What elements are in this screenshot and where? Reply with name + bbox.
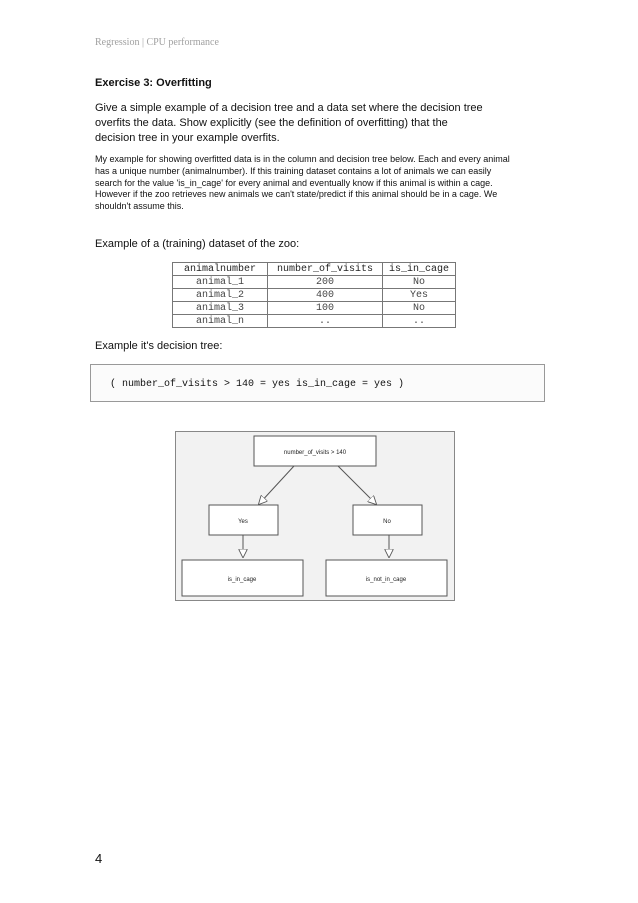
exercise-question — [95, 101, 555, 146]
exercise-heading: Exercise 3: Overfitting — [95, 77, 212, 89]
answer-line: search for the value 'is_in_cage' for every animal and eventually know if this animal is within a cage. — [95, 177, 493, 188]
zoo-dataset-table — [172, 262, 456, 328]
no-node-label: No — [383, 519, 391, 525]
table-cell: 200 — [268, 276, 383, 289]
rule-code-box — [90, 364, 545, 402]
table-cell: animal_3 — [173, 302, 268, 315]
table-cell: .. — [268, 315, 383, 328]
table-row — [173, 302, 456, 315]
question-line: overfits the data. Show explicitly (see the definition of overfitting) that the — [95, 117, 448, 129]
decision-tree-diagram — [175, 431, 455, 601]
table-cell: animal_n — [173, 315, 268, 328]
page-number: 4 — [95, 851, 103, 866]
rule-code: ( number_of_visits > 140 = yes is_in_cage = yes ) — [110, 379, 405, 390]
table-cell: animal_1 — [173, 276, 268, 289]
column-header: is_in_cage — [383, 263, 456, 276]
table-cell: No — [383, 302, 456, 315]
tree-caption: Example it's decision tree: — [95, 340, 223, 352]
table-cell: 400 — [268, 289, 383, 302]
exercise-answer — [95, 154, 555, 213]
table-row — [173, 276, 456, 289]
table-cell: .. — [383, 315, 456, 328]
table-cell: animal_2 — [173, 289, 268, 302]
root-node-label: number_of_visits > 140 — [283, 450, 347, 456]
question-line: decision tree in your example overfits. — [95, 132, 280, 144]
edge-root-no — [338, 466, 376, 504]
answer-line: My example for showing overfitted data is in the column and decision tree below. Each and every animal — [95, 154, 510, 164]
dataset-caption: Example of a (training) dataset of the zoo: — [95, 238, 300, 250]
table-cell: No — [383, 276, 456, 289]
table-cell: Yes — [383, 289, 456, 302]
table-row — [173, 315, 456, 328]
edge-root-yes — [259, 466, 294, 504]
table-cell: 100 — [268, 302, 383, 315]
question-line: Give a simple example of a decision tree and a data set where the decision tree — [95, 102, 483, 114]
table-row — [173, 289, 456, 302]
no-leaf-label: is_not_in_cage — [365, 577, 407, 583]
decision-tree-svg — [176, 432, 456, 602]
table-header-row — [173, 263, 456, 276]
column-header: number_of_visits — [268, 263, 383, 276]
running-header: Regression | CPU performance — [95, 37, 219, 48]
answer-line: has a unique number (animalnumber). If this training dataset contains a lot of animals we can easily — [95, 165, 492, 176]
column-header: animalnumber — [173, 263, 268, 276]
yes-leaf-label: is_in_cage — [227, 577, 257, 583]
yes-node-label: Yes — [238, 519, 248, 525]
answer-line: shouldn't assume this. — [95, 201, 184, 212]
answer-line: However if the zoo retrieves new animals we can't state/predict if this animal should be in a cage. We — [95, 189, 498, 200]
